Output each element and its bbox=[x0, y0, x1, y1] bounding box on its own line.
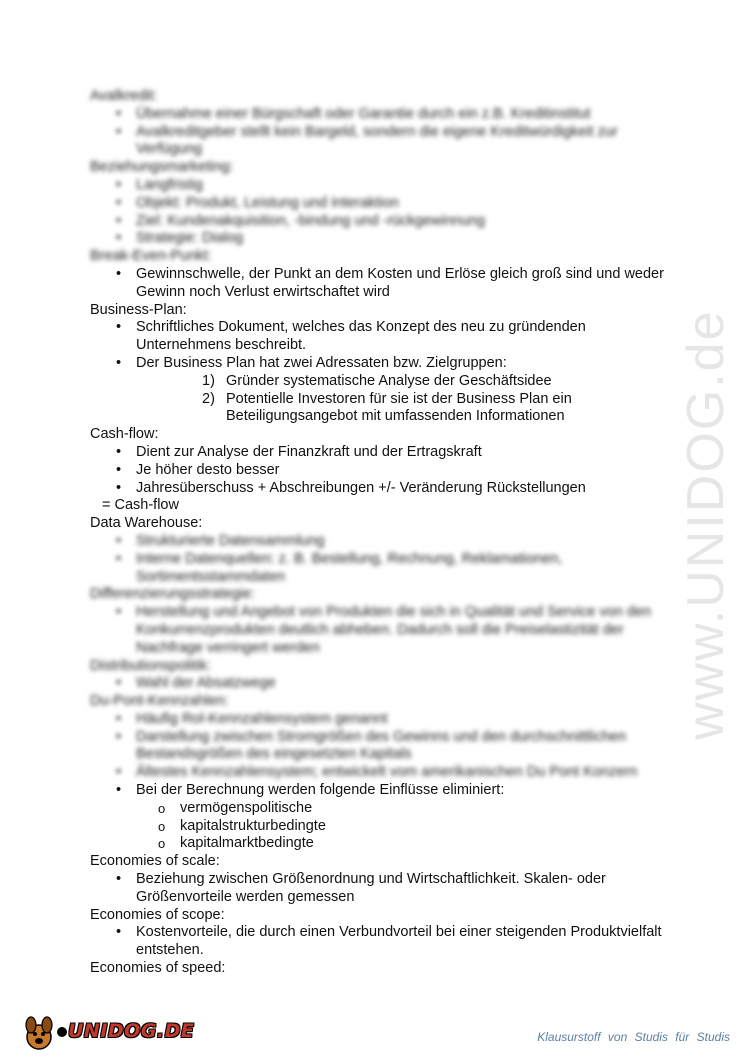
bullet-item: • Ziel: Kundenakquisition, -bindung und -rückgewinnung bbox=[90, 213, 680, 231]
bullet-item: • Darstellung zwischen Stromgrößen des Gewinns und den durchschnittlichen Bestandsgrößen des eingesetzten Kapitals bbox=[90, 729, 680, 765]
bullet-item: • Übernahme einer Bürgschaft oder Garantie durch ein z.B. Kreditinstitut bbox=[90, 106, 680, 124]
bullet-item: • Je höher desto besser bbox=[90, 462, 680, 480]
section-heading: Break-Even-Punkt: bbox=[90, 248, 212, 265]
numbered-item bbox=[90, 373, 680, 391]
section-heading: Distributionspolitik: bbox=[90, 657, 211, 674]
bullet-item: • Gewinnschwelle, der Punkt an dem Kosten und Erlöse gleich groß sind und weder Gewinn noch Verlust erwirtschaftet wird bbox=[90, 266, 680, 302]
numbered-item bbox=[90, 391, 680, 427]
logo-text: UNIDOG.DE bbox=[68, 1020, 195, 1043]
bullet-item: • Strategie: Dialog bbox=[90, 230, 680, 248]
sub-item: o kapitalmarktbedingte bbox=[90, 835, 680, 853]
bullet-item: • Schriftliches Dokument, welches das Konzept des neu zu gründenden Unternehmens beschreibt. bbox=[90, 319, 680, 355]
footer-slogan: Klausurstoff von Studis für Studis bbox=[537, 1030, 730, 1044]
sub-list bbox=[90, 800, 680, 853]
bullet-item: • Bei der Berechnung werden folgende Einflüsse eliminiert: bbox=[90, 782, 680, 800]
blurred-section-middle bbox=[90, 533, 680, 782]
dog-icon bbox=[22, 1013, 56, 1051]
bullet-item: • Wahl der Absatzwege bbox=[90, 675, 680, 693]
bullet-item: • Objekt: Produkt, Leistung und Interaktion bbox=[90, 195, 680, 213]
bullet-item: • Ältestes Kennzahlensystem; entwickelt vom amerikanischen Du Pont Konzern bbox=[90, 764, 680, 782]
section-heading: Economies of scale: bbox=[90, 853, 220, 870]
watermark-text: www.UNIDOG.de bbox=[677, 309, 735, 740]
section-heading: Economies of scope: bbox=[90, 906, 225, 923]
bullet-item: • Interne Datenquellen: z. B. Bestellung, Rechnung, Reklamationen, Sortimentsstammdaten bbox=[90, 551, 680, 587]
section-heading: Du-Pont-Kennzahlen: bbox=[90, 693, 229, 710]
item-number: 1) bbox=[202, 372, 215, 389]
bullet-item: • Dient zur Analyse der Finanzkraft und der Ertragskraft bbox=[90, 444, 680, 462]
numbered-list bbox=[90, 373, 680, 426]
cash-flow-result: = Cash-flow bbox=[102, 497, 179, 514]
bullet-item: • Kostenvorteile, die durch einen Verbundvorteil bei einer steigenden Produktvielfalt entstehen. bbox=[90, 924, 680, 960]
sub-item: o kapitalstrukturbedingte bbox=[90, 818, 680, 836]
section-heading: Beziehungsmarketing: bbox=[90, 159, 234, 176]
sub-item: o vermögenspolitische bbox=[90, 800, 680, 818]
blurred-section-avalkredit bbox=[90, 88, 680, 266]
section-heading: Differenzierungsstrategie: bbox=[90, 586, 255, 603]
bullet-item: • Beziehung zwischen Größenordnung und Wirtschaftlichkeit. Skalen- oder Größenvorteile werden gemessen bbox=[90, 871, 680, 907]
item-number: 2) bbox=[202, 390, 215, 407]
bullet-item: • Langfristig bbox=[90, 177, 680, 195]
bullet-item: • Avalkreditgeber stellt kein Bargeld, sondern die eigene Kreditwürdigkeit zur Verfügung bbox=[90, 124, 680, 160]
bullet-item: • Strukturierte Datensammlung bbox=[90, 533, 680, 551]
section-heading: Economies of speed: bbox=[90, 960, 226, 977]
paw-icon bbox=[57, 1027, 67, 1037]
bullet-item: • Herstellung und Angebot von Produkten die sich in Qualität und Service von den Konkurrenzprodukten deutlich abheben. Dadurch soll die Preiselastizität der Nachfrage verringert werden bbox=[90, 604, 680, 657]
section-heading: Business-Plan: bbox=[90, 301, 187, 318]
item-text: Gründer systematische Analyse der Geschäftsidee bbox=[226, 372, 552, 389]
break-even-list bbox=[90, 266, 680, 302]
bullet-item: • Häufig Rol-Kennzahlensystem genannt bbox=[90, 711, 680, 729]
bullet-item: • Der Business Plan hat zwei Adressaten bzw. Zielgruppen: bbox=[90, 355, 680, 373]
section-heading: Data Warehouse: bbox=[90, 515, 203, 532]
document-page bbox=[90, 88, 680, 978]
section-heading: Avalkredit: bbox=[90, 88, 158, 104]
section-heading: Cash-flow: bbox=[90, 426, 159, 443]
unidog-logo bbox=[22, 1012, 194, 1052]
item-text: Potentielle Investoren für sie ist der Business Plan ein Beteiligungsangebot mit umfassenden Informationen bbox=[226, 390, 572, 425]
bullet-item: • Jahresüberschuss + Abschreibungen +/- Veränderung Rückstellungen bbox=[90, 480, 680, 498]
